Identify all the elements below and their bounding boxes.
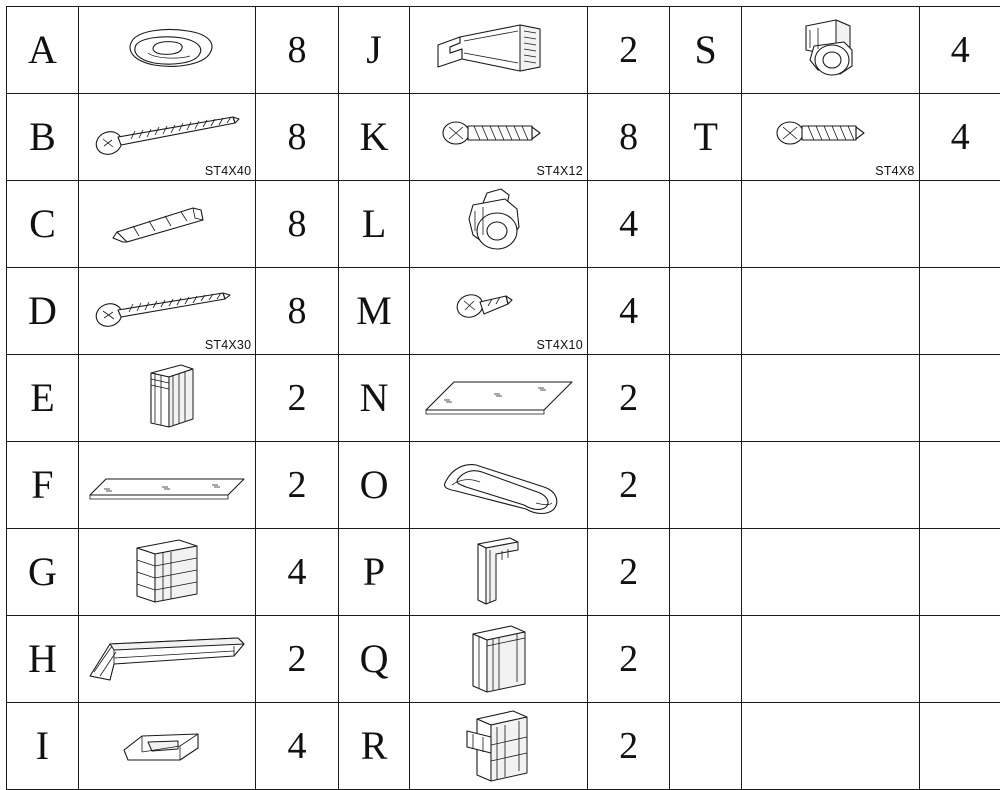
oval-washer-plate-icon bbox=[92, 19, 242, 81]
part-letter bbox=[670, 529, 742, 616]
part-quantity: 2 bbox=[256, 616, 338, 703]
part-letter: A bbox=[7, 7, 79, 94]
part-quantity: 2 bbox=[587, 442, 669, 529]
part-letter bbox=[670, 268, 742, 355]
part-quantity: 8 bbox=[256, 7, 338, 94]
part-letter: F bbox=[7, 442, 79, 529]
part-code: ST4X8 bbox=[875, 164, 914, 178]
part-image-cell bbox=[78, 355, 255, 442]
long-track-rail-icon bbox=[84, 624, 250, 694]
part-letter bbox=[670, 703, 742, 790]
part-letter: C bbox=[7, 181, 79, 268]
part-image-cell bbox=[78, 7, 255, 94]
part-image-cell bbox=[78, 94, 255, 181]
part-quantity bbox=[919, 442, 1000, 529]
part-quantity: 8 bbox=[256, 268, 338, 355]
u-channel-profile-icon bbox=[439, 620, 559, 698]
part-quantity: 2 bbox=[587, 703, 669, 790]
part-quantity: 4 bbox=[587, 181, 669, 268]
part-image-cell bbox=[410, 355, 587, 442]
part-image-cell bbox=[410, 703, 587, 790]
part-image-cell bbox=[78, 181, 255, 268]
part-code: ST4X40 bbox=[205, 164, 251, 178]
part-image-cell bbox=[78, 529, 255, 616]
part-image-cell bbox=[742, 703, 919, 790]
part-image-cell bbox=[78, 703, 255, 790]
parts-list-sheet bbox=[0, 6, 1000, 790]
wall-anchor-plug-icon bbox=[97, 196, 237, 252]
part-image-cell bbox=[78, 616, 255, 703]
part-image-cell bbox=[742, 268, 919, 355]
slot-bracket-plate-icon bbox=[102, 720, 232, 772]
part-letter: K bbox=[338, 94, 410, 181]
door-handle-icon bbox=[424, 451, 574, 519]
part-quantity bbox=[919, 355, 1000, 442]
part-quantity: 8 bbox=[256, 94, 338, 181]
part-letter: R bbox=[338, 703, 410, 790]
part-quantity: 2 bbox=[587, 616, 669, 703]
part-quantity: 4 bbox=[256, 703, 338, 790]
part-letter: B bbox=[7, 94, 79, 181]
flat-panel-parallelogram-icon bbox=[418, 372, 580, 424]
part-letter: N bbox=[338, 355, 410, 442]
part-letter: J bbox=[338, 7, 410, 94]
flat-strip-panel-icon bbox=[84, 461, 250, 509]
part-image-cell bbox=[742, 94, 919, 181]
part-image-cell bbox=[410, 268, 587, 355]
part-image-cell bbox=[410, 529, 587, 616]
table-row bbox=[7, 181, 1000, 268]
part-letter: P bbox=[338, 529, 410, 616]
part-image-cell bbox=[410, 7, 587, 94]
table-row bbox=[7, 616, 1000, 703]
part-letter: T bbox=[670, 94, 742, 181]
part-image-cell bbox=[78, 442, 255, 529]
table-row bbox=[7, 703, 1000, 790]
part-quantity: 8 bbox=[587, 94, 669, 181]
part-quantity: 2 bbox=[256, 355, 338, 442]
roller-wheel-assembly-icon bbox=[439, 187, 559, 261]
part-letter: E bbox=[7, 355, 79, 442]
pan-head-screw-icon bbox=[760, 113, 900, 161]
part-letter: G bbox=[7, 529, 79, 616]
part-quantity bbox=[919, 181, 1000, 268]
part-letter bbox=[670, 616, 742, 703]
table-row bbox=[7, 94, 1000, 181]
part-letter bbox=[670, 355, 742, 442]
part-image-cell bbox=[742, 529, 919, 616]
part-quantity: 2 bbox=[587, 7, 669, 94]
short-profile-extrusion-icon bbox=[107, 361, 227, 435]
part-image-cell bbox=[410, 94, 587, 181]
profile-block-connector-icon bbox=[107, 534, 227, 610]
part-letter: I bbox=[7, 703, 79, 790]
part-image-cell bbox=[742, 616, 919, 703]
part-letter bbox=[670, 442, 742, 529]
part-quantity bbox=[919, 616, 1000, 703]
table-row bbox=[7, 442, 1000, 529]
metal-bracket-clip-icon bbox=[420, 19, 578, 81]
cam-lock-roller-icon bbox=[770, 16, 890, 84]
pan-head-screw-icon bbox=[424, 113, 574, 161]
part-image-cell bbox=[742, 7, 919, 94]
part-quantity: 2 bbox=[587, 529, 669, 616]
part-quantity: 4 bbox=[919, 7, 1000, 94]
part-image-cell bbox=[742, 181, 919, 268]
short-screw-icon bbox=[444, 286, 554, 336]
table-row bbox=[7, 355, 1000, 442]
part-code: ST4X30 bbox=[205, 338, 251, 352]
parts-table bbox=[6, 6, 1000, 790]
part-quantity: 2 bbox=[256, 442, 338, 529]
part-image-cell bbox=[742, 442, 919, 529]
part-letter: D bbox=[7, 268, 79, 355]
part-quantity: 4 bbox=[587, 268, 669, 355]
part-code: ST4X12 bbox=[537, 164, 583, 178]
table-row bbox=[7, 529, 1000, 616]
part-quantity: 2 bbox=[587, 355, 669, 442]
part-code: ST4X10 bbox=[537, 338, 583, 352]
part-letter: Q bbox=[338, 616, 410, 703]
profile-with-bracket-icon bbox=[437, 707, 561, 785]
long-wood-screw-icon bbox=[87, 109, 247, 165]
part-image-cell bbox=[410, 442, 587, 529]
part-quantity bbox=[919, 529, 1000, 616]
table-row bbox=[7, 268, 1000, 355]
part-image-cell bbox=[742, 355, 919, 442]
part-letter: M bbox=[338, 268, 410, 355]
part-letter bbox=[670, 181, 742, 268]
part-quantity bbox=[919, 268, 1000, 355]
part-letter: O bbox=[338, 442, 410, 529]
part-letter: S bbox=[670, 7, 742, 94]
part-letter: H bbox=[7, 616, 79, 703]
table-row bbox=[7, 7, 1000, 94]
part-quantity: 8 bbox=[256, 181, 338, 268]
part-quantity: 4 bbox=[256, 529, 338, 616]
part-image-cell bbox=[78, 268, 255, 355]
angle-profile-rail-icon bbox=[444, 534, 554, 610]
part-letter: L bbox=[338, 181, 410, 268]
part-image-cell bbox=[410, 616, 587, 703]
part-quantity bbox=[919, 703, 1000, 790]
part-image-cell bbox=[410, 181, 587, 268]
part-quantity: 4 bbox=[919, 94, 1000, 181]
wood-screw-icon bbox=[87, 285, 247, 337]
